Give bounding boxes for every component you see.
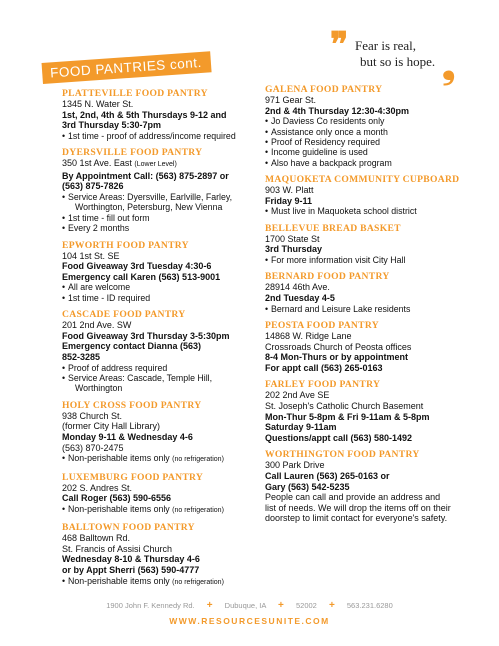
pantry-bullet (62, 504, 267, 516)
pantry-address: 28914 46th Ave. (265, 282, 330, 293)
pantry-dyersville (62, 147, 267, 233)
pantry-name: PEOSTA FOOD PANTRY (265, 320, 379, 331)
pantry-worthington (265, 449, 465, 524)
pantry-hours: (563) 875-7826 (62, 181, 124, 192)
pantry-name: PLATTEVILLE FOOD PANTRY (62, 88, 208, 99)
pantry-galena (265, 84, 465, 168)
pantry-bullet: • Proof of Residency required (265, 137, 465, 147)
pantry-address: 468 Balltown Rd. (62, 533, 131, 544)
pantry-bullet: • Service Areas: Dyersville, Earlville, Farley, (62, 192, 267, 202)
pantry-hours: Saturday 9-11am (265, 422, 337, 433)
pantry-name: BELLEVUE BREAD BASKET (265, 222, 401, 234)
pantry-peosta (265, 320, 465, 373)
pantry-bullet: • Service Areas: Cascade, Temple Hill, (62, 373, 267, 383)
pantry-name: FARLEY FOOD PANTRY (265, 379, 381, 391)
pantry-name: DYERSVILLE FOOD PANTRY (62, 147, 203, 159)
bullet-note: (no refrigeration) (172, 456, 224, 464)
close-quote-icon: ❟ (442, 47, 456, 87)
pantry-bullet: • Proof of address required (62, 363, 267, 373)
pantry-hours: For appt call (563) 265-0163 (265, 362, 383, 373)
pantry-bullet: • All are welcome (62, 282, 267, 292)
pantry-bullet (62, 576, 267, 588)
pantry-bullet: • Bernard and Leisure Lake residents (265, 304, 465, 314)
pantry-hours: Food Giveaway 3rd Thursday 3-5:30pm (62, 330, 230, 341)
pantry-hours: Questions/appt call (563) 580-1492 (265, 432, 413, 443)
bullet-note: (no refrigeration) (172, 506, 224, 514)
bullet-text: Non-perishable items only (68, 503, 170, 514)
pantry-address: 938 Church St. (62, 410, 123, 421)
pantry-name: LUXEMBURG FOOD PANTRY (62, 471, 204, 483)
pantry-hours: Call Lauren (563) 265-0163 or (265, 470, 390, 481)
pantry-epworth (62, 240, 267, 304)
plus-separator-icon: + (206, 600, 213, 611)
plus-separator-icon: + (278, 600, 284, 611)
pantry-address-2: Crossroads Church of Peosta offices (265, 341, 412, 352)
pantry-bullet: • 1st time - ID required (62, 293, 267, 303)
pantry-bullet-cont: Worthington, Petersburg, New Vienna (75, 202, 223, 213)
pantry-bullet: • Assistance only once a month (265, 127, 465, 137)
pantry-address: 201 2nd Ave. SW (62, 320, 132, 331)
website-link[interactable]: WWW.RESOURCESUNITE.COM (169, 616, 330, 626)
pantry-address-2: St. Francis of Assisi Church (62, 543, 173, 554)
pantry-hours: 3rd Thursday (265, 244, 323, 255)
pantry-cascade (62, 309, 267, 394)
pantry-balltown (62, 522, 267, 588)
pantry-address: 104 1st St. SE (62, 250, 120, 261)
pantry-farley (265, 379, 465, 443)
pantry-hours: By Appointment Call: (563) 875-2897 or (62, 170, 229, 181)
pantry-hours: Wednesday 8-10 & Thursday 4-6 (62, 554, 200, 565)
pantry-address: 971 Gear St. (265, 95, 317, 105)
pantry-address: 1700 State St (265, 233, 320, 244)
pantry-hours: Mon-Thur 5-8pm & Fri 9-11am & 5-8pm (265, 411, 430, 422)
pantry-bullet: • Jo Daviess Co residents only (265, 116, 465, 126)
pantry-name: GALENA FOOD PANTRY (265, 84, 383, 95)
pantry-hours: 3rd Thursday 5:30-7pm (62, 120, 162, 131)
pantry-name: EPWORTH FOOD PANTRY (62, 239, 189, 251)
pantry-bellevue (265, 223, 465, 266)
pantry-bullet (62, 453, 267, 465)
pantry-hours: 8-4 Mon-Thurs or by appointment (265, 352, 408, 363)
plus-separator-icon: + (328, 600, 335, 611)
pantry-note: People can call and provide an address and list of needs. We will drop the items off on their doorstep to limit contact for everyone's safety. (265, 492, 451, 524)
pantry-address-2: (former City Hall Library) (62, 421, 161, 432)
pantry-phone: (563) 870-2475 (62, 442, 124, 453)
bullet-note: (no refrigeration) (172, 578, 224, 586)
pantry-bullet: • Also have a backpack program (265, 158, 465, 168)
pantry-hours: Call Roger (563) 590-6556 (62, 493, 172, 504)
bullet-text: Non-perishable items only (68, 453, 170, 464)
pantry-address: 14868 W. Ridge Lane (265, 331, 352, 341)
footer-contact (0, 600, 499, 611)
pantry-name: CASCADE FOOD PANTRY (62, 309, 186, 321)
pantry-luxemburg (62, 472, 267, 517)
pantry-name: BALLTOWN FOOD PANTRY (62, 522, 195, 534)
bullet-text: Non-perishable items only (68, 575, 170, 586)
left-column (62, 88, 267, 594)
pantry-hours: 2nd & 4th Thursday 12:30-4:30pm (265, 105, 410, 116)
pantry-bullet-cont: Worthington (75, 383, 123, 394)
pantry-hours: 852-3285 (62, 351, 101, 362)
pantry-hours: Food Giveaway 3rd Tuesday 4:30-6 (62, 261, 212, 272)
quote-line-1: Fear is real, (355, 38, 417, 53)
pantry-hours: Friday 9-11 (265, 195, 313, 206)
pantry-name: HOLY CROSS FOOD PANTRY (62, 399, 202, 411)
pantry-hours: 2nd Tuesday 4-5 (265, 293, 335, 303)
pantry-hours: Emergency call Karen (563) 513-9001 (62, 271, 221, 282)
pantry-bullet: • 1st time - fill out form (62, 213, 267, 223)
footer-zip: 52002 (295, 601, 317, 610)
pantry-maquoketa (265, 174, 465, 217)
pantry-bullet: • For more information visit City Hall (265, 255, 465, 265)
section-banner: FOOD PANTRIES cont. (42, 51, 212, 84)
pantry-address-2: St. Joseph's Catholic Church Basement (265, 400, 424, 411)
pantry-bernard (265, 271, 465, 314)
address-note: (Lower Level) (134, 161, 177, 169)
pantry-bullet: • Must live in Maquoketa school district (265, 206, 465, 216)
pantry-hours: 1st, 2nd, 4th & 5th Thursdays 9-12 and (62, 109, 227, 120)
quote-line-2: but so is hope. (360, 54, 436, 69)
pantry-hours: Monday 9-11 & Wednesday 4-6 (62, 431, 193, 442)
pantry-address: 202 2nd Ave SE (265, 390, 330, 401)
footer-city: Dubuque, IA (224, 601, 266, 610)
footer-phone: 563.231.6280 (346, 601, 393, 610)
right-column (265, 84, 465, 530)
pantry-hours: or by Appt Sherri (563) 590-4777 (62, 564, 200, 575)
footer-address: 1900 John F. Kennedy Rd. (106, 601, 195, 610)
pantry-name: BERNARD FOOD PANTRY (265, 271, 390, 283)
pantry-address: 903 W. Platt (265, 185, 314, 196)
pantry-address: 1345 N. Water St. (62, 99, 134, 109)
quote-block (330, 25, 470, 87)
address-text: 350 1st Ave. East (62, 158, 132, 169)
pantry-platteville (62, 88, 267, 141)
open-quote-icon: ❞ (330, 25, 349, 65)
pantry-name: MAQUOKETA COMMUNITY CUPBOARD (265, 174, 460, 186)
pantry-bullet: • 1st time - proof of address/income required (62, 131, 267, 141)
pantry-bullet: • Income guideline is used (265, 147, 465, 157)
pantry-holy-cross (62, 400, 267, 466)
pantry-address (62, 158, 267, 171)
pantry-address: 300 Park Drive (265, 460, 325, 471)
pantry-name: WORTHINGTON FOOD PANTRY (265, 449, 420, 461)
pantry-hours: Gary (563) 542-5235 (265, 481, 350, 492)
pantry-hours: Emergency contact Dianna (563) (62, 341, 202, 352)
pantry-address: 202 S. Andres St. (62, 482, 133, 493)
pantry-bullet: • Every 2 months (62, 223, 267, 233)
